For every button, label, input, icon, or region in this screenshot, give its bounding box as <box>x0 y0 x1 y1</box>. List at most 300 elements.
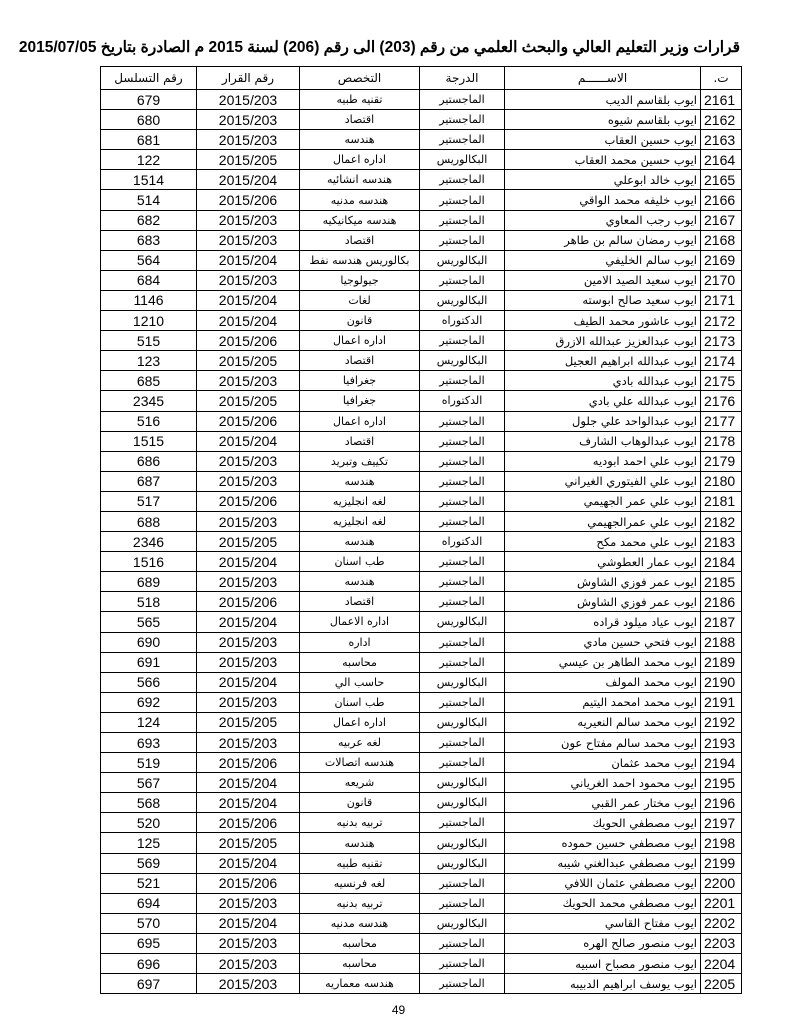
row-degree: البكالوريس <box>420 913 505 933</box>
row-specialty: هندسه <box>300 130 420 150</box>
row-number: 2181 <box>701 491 742 511</box>
row-decision: 2015/206 <box>197 813 300 833</box>
row-name: ايوب عبدالله ابراهيم العجيل <box>505 351 701 371</box>
row-number: 2172 <box>701 311 742 331</box>
row-degree: الماجستير <box>420 592 505 612</box>
row-degree: الماجستير <box>420 873 505 893</box>
row-name: ايوب منصور صالح الهره <box>505 933 701 953</box>
row-degree: البكالوريس <box>420 672 505 692</box>
row-degree: الماجستير <box>420 451 505 471</box>
row-decision: 2015/203 <box>197 632 300 652</box>
row-serial: 1210 <box>101 311 197 331</box>
row-specialty: لغه فرنسيه <box>300 873 420 893</box>
row-decision: 2015/203 <box>197 451 300 471</box>
table-row <box>101 250 742 270</box>
table-row <box>101 311 742 331</box>
row-name: ايوب محمد المولف <box>505 672 701 692</box>
row-number: 2177 <box>701 411 742 431</box>
row-name: ايوب عياد ميلود قراده <box>505 612 701 632</box>
row-degree: البكالوريس <box>420 793 505 813</box>
table-row <box>101 893 742 913</box>
row-number: 2199 <box>701 853 742 873</box>
row-number: 2197 <box>701 813 742 833</box>
table-row <box>101 933 742 953</box>
table-row <box>101 351 742 371</box>
header-degree: الدرجة <box>420 67 505 90</box>
row-name: ايوب مصطفي عثمان اللافي <box>505 873 701 893</box>
row-number: 2205 <box>701 974 742 994</box>
row-specialty: قانون <box>300 793 420 813</box>
row-specialty: اداره اعمال <box>300 331 420 351</box>
row-name: ايوب يوسف ابراهيم الدبيبه <box>505 974 701 994</box>
row-serial: 686 <box>101 451 197 471</box>
row-number: 2182 <box>701 511 742 531</box>
row-decision: 2015/203 <box>197 471 300 491</box>
row-name: ايوب عمر فوزي الشاوش <box>505 592 701 612</box>
row-decision: 2015/203 <box>197 110 300 130</box>
row-degree: الماجستير <box>420 511 505 531</box>
row-number: 2179 <box>701 451 742 471</box>
row-name: ايوب سعيد الصيد الامين <box>505 270 701 290</box>
row-decision: 2015/204 <box>197 311 300 331</box>
row-degree: الماجستير <box>420 893 505 913</box>
row-degree: الماجستير <box>420 733 505 753</box>
row-number: 2175 <box>701 371 742 391</box>
row-degree: البكالوريس <box>420 833 505 853</box>
row-specialty: اداره اعمال <box>300 411 420 431</box>
row-degree: الماجستير <box>420 270 505 290</box>
row-decision: 2015/203 <box>197 652 300 672</box>
row-decision: 2015/204 <box>197 431 300 451</box>
row-degree: البكالوريس <box>420 150 505 170</box>
row-name: ايوب علي احمد ابوديه <box>505 451 701 471</box>
table-row <box>101 110 742 130</box>
row-specialty: هندسه مدنيه <box>300 190 420 210</box>
row-degree: الماجستير <box>420 552 505 572</box>
row-serial: 521 <box>101 873 197 893</box>
row-name: ايوب منصور مصباح اسبيه <box>505 954 701 974</box>
row-name: ايوب فتحي حسين مادي <box>505 632 701 652</box>
row-decision: 2015/204 <box>197 290 300 310</box>
row-decision: 2015/203 <box>197 270 300 290</box>
row-decision: 2015/205 <box>197 532 300 552</box>
row-name: ايوب محمد عثمان <box>505 753 701 773</box>
row-name: ايوب عبدالواحد علي جلول <box>505 411 701 431</box>
row-decision: 2015/203 <box>197 511 300 531</box>
row-decision: 2015/203 <box>197 954 300 974</box>
row-serial: 515 <box>101 331 197 351</box>
results-table <box>100 66 742 994</box>
row-degree: الدكتوراه <box>420 532 505 552</box>
row-specialty: هندسه مدنيه <box>300 913 420 933</box>
table-row <box>101 451 742 471</box>
table-row <box>101 270 742 290</box>
row-serial: 123 <box>101 351 197 371</box>
row-decision: 2015/204 <box>197 793 300 813</box>
table-row <box>101 170 742 190</box>
table-row <box>101 511 742 531</box>
row-number: 2185 <box>701 572 742 592</box>
row-serial: 694 <box>101 893 197 913</box>
row-degree: البكالوريس <box>420 853 505 873</box>
document-title: قرارات وزير التعليم العالي والبحث العلمي من رقم (203) الى رقم (206) لسنة 2015 م الصادرة بتاريخ 2015/07/05 <box>18 39 740 56</box>
row-specialty: لغه انجليزيه <box>300 491 420 511</box>
table-row <box>101 712 742 732</box>
row-degree: الماجستير <box>420 572 505 592</box>
row-name: ايوب حسين محمد العقاب <box>505 150 701 170</box>
row-degree: البكالوريس <box>420 351 505 371</box>
row-name: ايوب علي عمر الجهيمي <box>505 491 701 511</box>
row-name: ايوب بلقاسم شيوه <box>505 110 701 130</box>
row-specialty: هندسه <box>300 471 420 491</box>
table-row <box>101 753 742 773</box>
row-serial: 570 <box>101 913 197 933</box>
row-name: ايوب محمود احمد الغرياني <box>505 773 701 793</box>
row-serial: 564 <box>101 250 197 270</box>
row-decision: 2015/206 <box>197 592 300 612</box>
row-name: ايوب رجب المعاوي <box>505 210 701 230</box>
row-degree: الماجستير <box>420 411 505 431</box>
row-number: 2196 <box>701 793 742 813</box>
row-name: ايوب علي محمد مكح <box>505 532 701 552</box>
table-row <box>101 833 742 853</box>
table-row <box>101 853 742 873</box>
row-specialty: بكالوريس هندسه نفط <box>300 250 420 270</box>
row-specialty: هندسه معماريه <box>300 974 420 994</box>
row-number: 2201 <box>701 893 742 913</box>
header-decision: رقم القرار <box>197 67 300 90</box>
row-serial: 688 <box>101 511 197 531</box>
row-specialty: لغه انجليزيه <box>300 511 420 531</box>
table-row <box>101 692 742 712</box>
row-decision: 2015/206 <box>197 331 300 351</box>
row-number: 2188 <box>701 632 742 652</box>
row-name: ايوب مصطفي محمد الحويك <box>505 893 701 913</box>
header-name: الاســــــم <box>505 67 701 90</box>
row-degree: الماجستير <box>420 210 505 230</box>
row-number: 2190 <box>701 672 742 692</box>
table-row <box>101 190 742 210</box>
table-row <box>101 773 742 793</box>
table-row <box>101 411 742 431</box>
row-serial: 679 <box>101 90 197 110</box>
header-specialty: التخصص <box>300 67 420 90</box>
row-degree: الماجستير <box>420 90 505 110</box>
table-row <box>101 954 742 974</box>
row-serial: 1516 <box>101 552 197 572</box>
row-degree: الماجستير <box>420 954 505 974</box>
row-serial: 565 <box>101 612 197 632</box>
row-specialty: جيولوجيا <box>300 270 420 290</box>
table-row <box>101 612 742 632</box>
row-degree: البكالوريس <box>420 712 505 732</box>
row-decision: 2015/204 <box>197 552 300 572</box>
table-header-row <box>101 67 742 90</box>
table-row <box>101 813 742 833</box>
row-name: ايوب عبدالوهاب الشارف <box>505 431 701 451</box>
row-specialty: تقنيه طبيه <box>300 853 420 873</box>
row-decision: 2015/204 <box>197 612 300 632</box>
row-serial: 2345 <box>101 391 197 411</box>
row-serial: 691 <box>101 652 197 672</box>
row-decision: 2015/204 <box>197 170 300 190</box>
row-number: 2171 <box>701 290 742 310</box>
row-decision: 2015/205 <box>197 150 300 170</box>
table-body <box>101 90 742 994</box>
row-degree: الماجستير <box>420 632 505 652</box>
row-number: 2164 <box>701 150 742 170</box>
row-degree: الماجستير <box>420 230 505 250</box>
row-name: ايوب رمضان سالم بن طاهر <box>505 230 701 250</box>
row-specialty: حاسب الي <box>300 672 420 692</box>
row-number: 2183 <box>701 532 742 552</box>
row-serial: 568 <box>101 793 197 813</box>
table-row <box>101 913 742 933</box>
row-specialty: تقنيه طبيه <box>300 90 420 110</box>
table-row <box>101 572 742 592</box>
row-number: 2163 <box>701 130 742 150</box>
table-row <box>101 431 742 451</box>
row-number: 2192 <box>701 712 742 732</box>
row-decision: 2015/206 <box>197 190 300 210</box>
row-serial: 685 <box>101 371 197 391</box>
row-name: ايوب محمد الطاهر بن عيسي <box>505 652 701 672</box>
row-serial: 682 <box>101 210 197 230</box>
table-row <box>101 471 742 491</box>
row-specialty: محاسبه <box>300 954 420 974</box>
row-name: ايوب عبدالله علي بادي <box>505 391 701 411</box>
row-decision: 2015/203 <box>197 974 300 994</box>
row-serial: 690 <box>101 632 197 652</box>
table-row <box>101 632 742 652</box>
row-decision: 2015/206 <box>197 491 300 511</box>
row-specialty: اداره <box>300 632 420 652</box>
table-row <box>101 491 742 511</box>
row-serial: 514 <box>101 190 197 210</box>
row-specialty: محاسبه <box>300 933 420 953</box>
row-decision: 2015/204 <box>197 250 300 270</box>
row-serial: 1146 <box>101 290 197 310</box>
row-specialty: اقتصاد <box>300 431 420 451</box>
row-name: ايوب عمار العطوشي <box>505 552 701 572</box>
row-number: 2202 <box>701 913 742 933</box>
row-serial: 569 <box>101 853 197 873</box>
row-serial: 124 <box>101 712 197 732</box>
row-serial: 697 <box>101 974 197 994</box>
row-decision: 2015/205 <box>197 391 300 411</box>
row-serial: 695 <box>101 933 197 953</box>
page-number: 49 <box>391 1003 406 1017</box>
header-serial: رقم التسلسل <box>101 67 197 90</box>
row-degree: الماجستير <box>420 491 505 511</box>
row-degree: البكالوريس <box>420 290 505 310</box>
row-serial: 2346 <box>101 532 197 552</box>
row-name: ايوب مصطفي حسين حموده <box>505 833 701 853</box>
row-name: ايوب بلقاسم الديب <box>505 90 701 110</box>
row-decision: 2015/203 <box>197 572 300 592</box>
row-specialty: طب اسنان <box>300 552 420 572</box>
row-number: 2162 <box>701 110 742 130</box>
row-name: ايوب خليفه محمد الواقي <box>505 190 701 210</box>
row-number: 2180 <box>701 471 742 491</box>
row-specialty: طب اسنان <box>300 692 420 712</box>
row-decision: 2015/203 <box>197 130 300 150</box>
table-row <box>101 532 742 552</box>
row-specialty: هندسه <box>300 532 420 552</box>
row-degree: الماجستير <box>420 933 505 953</box>
row-decision: 2015/204 <box>197 853 300 873</box>
row-decision: 2015/204 <box>197 672 300 692</box>
row-specialty: اقتصاد <box>300 351 420 371</box>
row-name: ايوب علي عمرالجهيمي <box>505 511 701 531</box>
row-degree: الماجستير <box>420 371 505 391</box>
row-number: 2203 <box>701 933 742 953</box>
row-degree: الماجستير <box>420 130 505 150</box>
row-number: 2176 <box>701 391 742 411</box>
row-number: 2174 <box>701 351 742 371</box>
row-name: ايوب مصطفي عبدالغني شيبه <box>505 853 701 873</box>
row-name: ايوب مختار عمر القبي <box>505 793 701 813</box>
row-degree: الماجستير <box>420 110 505 130</box>
row-name: ايوب عاشور محمد الطيف <box>505 311 701 331</box>
row-number: 2169 <box>701 250 742 270</box>
row-name: ايوب سعيد صالح ابوسته <box>505 290 701 310</box>
row-degree: الماجستير <box>420 652 505 672</box>
row-decision: 2015/206 <box>197 873 300 893</box>
table-row <box>101 793 742 813</box>
row-specialty: هندسه انشائيه <box>300 170 420 190</box>
row-serial: 518 <box>101 592 197 612</box>
row-name: ايوب مفتاح القاسي <box>505 913 701 933</box>
row-specialty: لغات <box>300 290 420 310</box>
row-name: ايوب خالد ابوعلي <box>505 170 701 190</box>
row-decision: 2015/205 <box>197 351 300 371</box>
row-degree: البكالوريس <box>420 773 505 793</box>
row-serial: 696 <box>101 954 197 974</box>
row-serial: 680 <box>101 110 197 130</box>
row-serial: 683 <box>101 230 197 250</box>
row-serial: 125 <box>101 833 197 853</box>
row-decision: 2015/204 <box>197 773 300 793</box>
row-number: 2200 <box>701 873 742 893</box>
row-number: 2170 <box>701 270 742 290</box>
row-name: ايوب حسين العقاب <box>505 130 701 150</box>
row-degree: الماجستير <box>420 170 505 190</box>
row-specialty: محاسبه <box>300 652 420 672</box>
table-row <box>101 592 742 612</box>
row-degree: الماجستير <box>420 431 505 451</box>
row-specialty: هندسه ميكانيكيه <box>300 210 420 230</box>
row-number: 2168 <box>701 230 742 250</box>
row-degree: الدكتوراه <box>420 391 505 411</box>
row-specialty: هندسه اتصالات <box>300 753 420 773</box>
row-specialty: اقتصاد <box>300 592 420 612</box>
row-name: ايوب عبدالعزيز عبدالله الازرق <box>505 331 701 351</box>
row-serial: 517 <box>101 491 197 511</box>
row-number: 2187 <box>701 612 742 632</box>
row-number: 2173 <box>701 331 742 351</box>
row-serial: 567 <box>101 773 197 793</box>
row-specialty: اداره الاعمال <box>300 612 420 632</box>
row-number: 2186 <box>701 592 742 612</box>
row-name: ايوب سالم الخليفي <box>505 250 701 270</box>
row-name: ايوب مصطفي الحويك <box>505 813 701 833</box>
table-row <box>101 873 742 893</box>
row-serial: 122 <box>101 150 197 170</box>
header-no: ت. <box>701 67 742 90</box>
row-name: ايوب محمد امحمد اليتيم <box>505 692 701 712</box>
row-number: 2167 <box>701 210 742 230</box>
row-specialty: جغرافيا <box>300 391 420 411</box>
table-row <box>101 974 742 994</box>
row-specialty: اقتصاد <box>300 230 420 250</box>
row-decision: 2015/203 <box>197 230 300 250</box>
row-degree: البكالوريس <box>420 250 505 270</box>
table-row <box>101 130 742 150</box>
row-degree: الدكتوراه <box>420 311 505 331</box>
row-number: 2204 <box>701 954 742 974</box>
row-degree: الماجستير <box>420 331 505 351</box>
row-specialty: شريعه <box>300 773 420 793</box>
row-specialty: جغرافيا <box>300 371 420 391</box>
row-specialty: هندسه <box>300 572 420 592</box>
table-row <box>101 210 742 230</box>
row-decision: 2015/203 <box>197 733 300 753</box>
table-row <box>101 552 742 572</box>
row-number: 2198 <box>701 833 742 853</box>
row-decision: 2015/205 <box>197 712 300 732</box>
row-serial: 520 <box>101 813 197 833</box>
table-row <box>101 391 742 411</box>
row-name: ايوب علي الفيتوري الغيراني <box>505 471 701 491</box>
row-name: ايوب محمد سالم النعيريه <box>505 712 701 732</box>
row-number: 2194 <box>701 753 742 773</box>
row-specialty: اداره اعمال <box>300 712 420 732</box>
row-serial: 1515 <box>101 431 197 451</box>
table-row <box>101 90 742 110</box>
row-serial: 681 <box>101 130 197 150</box>
row-degree: الماجستير <box>420 471 505 491</box>
row-serial: 1514 <box>101 170 197 190</box>
table-row <box>101 150 742 170</box>
row-number: 2193 <box>701 733 742 753</box>
row-name: ايوب محمد سالم مفتاح عون <box>505 733 701 753</box>
row-serial: 692 <box>101 692 197 712</box>
table-row <box>101 652 742 672</box>
row-number: 2178 <box>701 431 742 451</box>
row-serial: 684 <box>101 270 197 290</box>
row-number: 2161 <box>701 90 742 110</box>
row-decision: 2015/203 <box>197 893 300 913</box>
row-degree: الماجستير <box>420 813 505 833</box>
row-decision: 2015/205 <box>197 833 300 853</box>
row-degree: الماجستير <box>420 190 505 210</box>
row-number: 2191 <box>701 692 742 712</box>
row-specialty: هندسه <box>300 833 420 853</box>
row-number: 2166 <box>701 190 742 210</box>
row-degree: الماجستير <box>420 753 505 773</box>
row-specialty: تكييف وتبريد <box>300 451 420 471</box>
row-decision: 2015/203 <box>197 692 300 712</box>
row-decision: 2015/203 <box>197 933 300 953</box>
table-row <box>101 371 742 391</box>
row-number: 2195 <box>701 773 742 793</box>
table-row <box>101 733 742 753</box>
row-serial: 689 <box>101 572 197 592</box>
row-specialty: لغه عربيه <box>300 733 420 753</box>
table-row <box>101 331 742 351</box>
row-specialty: اداره اعمال <box>300 150 420 170</box>
